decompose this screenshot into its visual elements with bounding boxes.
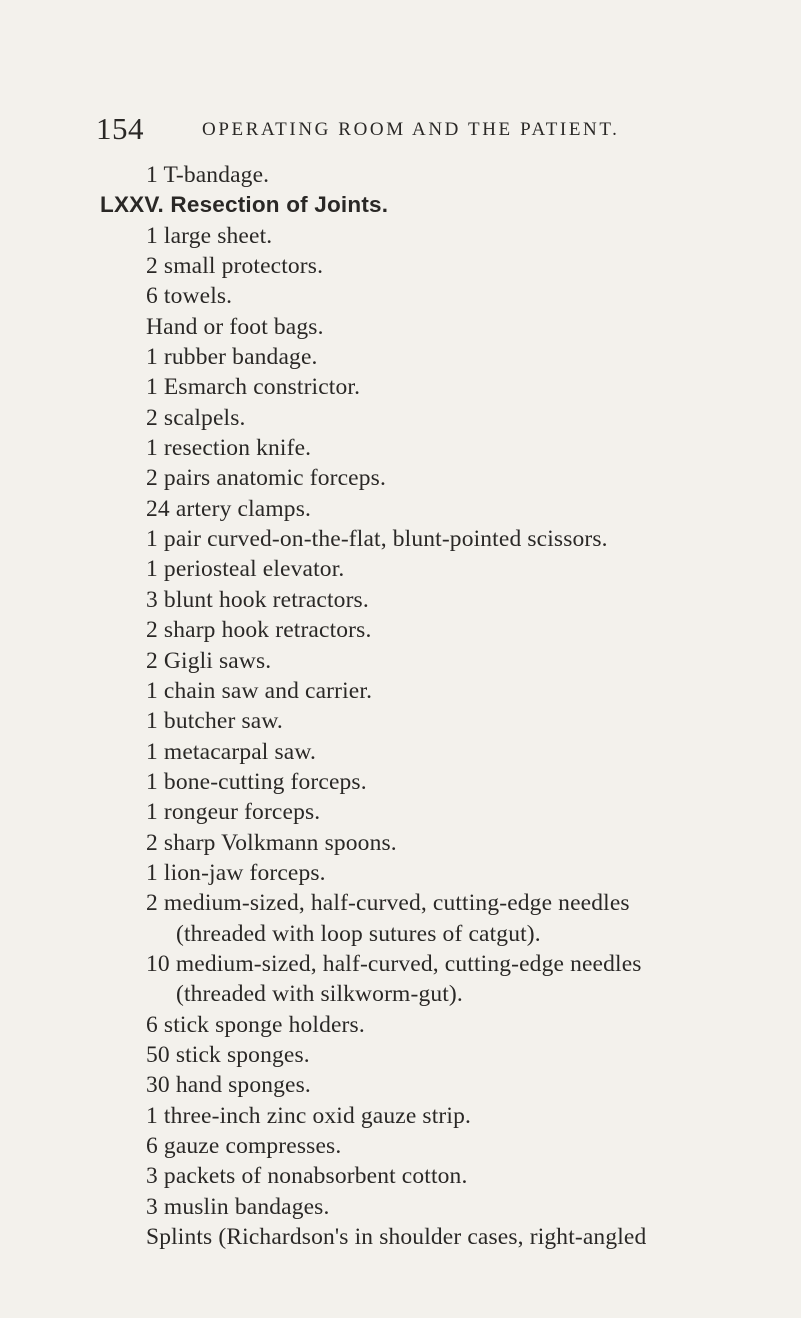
list-item: Splints (Richardson's in shoulder cases, right-angled (146, 1224, 647, 1251)
list-item: 2 medium-sized, half-curved, cutting-edge needles (146, 890, 630, 917)
list-item-continuation: (threaded with silkworm-gut). (176, 981, 463, 1008)
list-item: 2 pairs anatomic forceps. (146, 465, 386, 492)
list-item: 1 chain saw and carrier. (146, 677, 373, 704)
list-item: 1 butcher saw. (146, 708, 283, 735)
list-item: 6 stick sponge holders. (146, 1011, 365, 1038)
list-item: 1 rubber bandage. (146, 344, 318, 371)
list-item: 6 gauze compresses. (146, 1133, 342, 1159)
list-item: 50 stick sponges. (146, 1041, 310, 1068)
list-item: 1 bone-cutting forceps. (146, 768, 367, 795)
list-item: 2 scalpels. (146, 404, 246, 431)
list-item: 3 blunt hook retractors. (146, 586, 369, 613)
list-item: 1 pair curved-on-the-flat, blunt-pointed scissors. (146, 526, 608, 553)
list-item: 30 hand sponges. (146, 1072, 311, 1099)
list-item: 1 large sheet. (146, 222, 273, 249)
list-item: 2 small protectors. (146, 253, 324, 280)
list-item: 1 rongeur forceps. (146, 799, 321, 826)
list-item: 1 lion-jaw forceps. (146, 859, 326, 886)
list-item: 1 resection knife. (146, 435, 312, 462)
list-item: 3 muslin bandages. (146, 1193, 330, 1220)
list-item: 10 medium-sized, half-curved, cutting-edge needles (146, 950, 642, 977)
list-item: 2 sharp hook retractors. (146, 617, 372, 644)
list-item: 6 towels. (146, 283, 233, 310)
section-heading: LXXV. Resection of Joints. (100, 192, 389, 218)
list-item: 1 three-inch zinc oxid gauze strip. (146, 1102, 471, 1129)
list-item: 2 Gigli saws. (146, 647, 272, 674)
list-item: Hand or foot bags. (146, 313, 324, 340)
page-number: 154 (96, 111, 144, 146)
running-head-title: OPERATING ROOM AND THE PATIENT. (202, 119, 620, 140)
list-item: 1 Esmarch constrictor. (146, 374, 361, 401)
running-head (96, 112, 736, 146)
list-item: 24 artery clamps. (146, 495, 312, 522)
list-item: 3 packets of nonabsorbent cotton. (146, 1163, 468, 1190)
list-item-continuation: (threaded with loop sutures of catgut). (176, 920, 541, 947)
list-item: 1 metacarpal saw. (146, 738, 317, 765)
list-item: 1 periosteal elevator. (146, 556, 345, 583)
list-item: 2 sharp Volkmann spoons. (146, 829, 397, 856)
list-item: 1 T-bandage. (146, 162, 270, 188)
item-list (100, 160, 760, 1252)
